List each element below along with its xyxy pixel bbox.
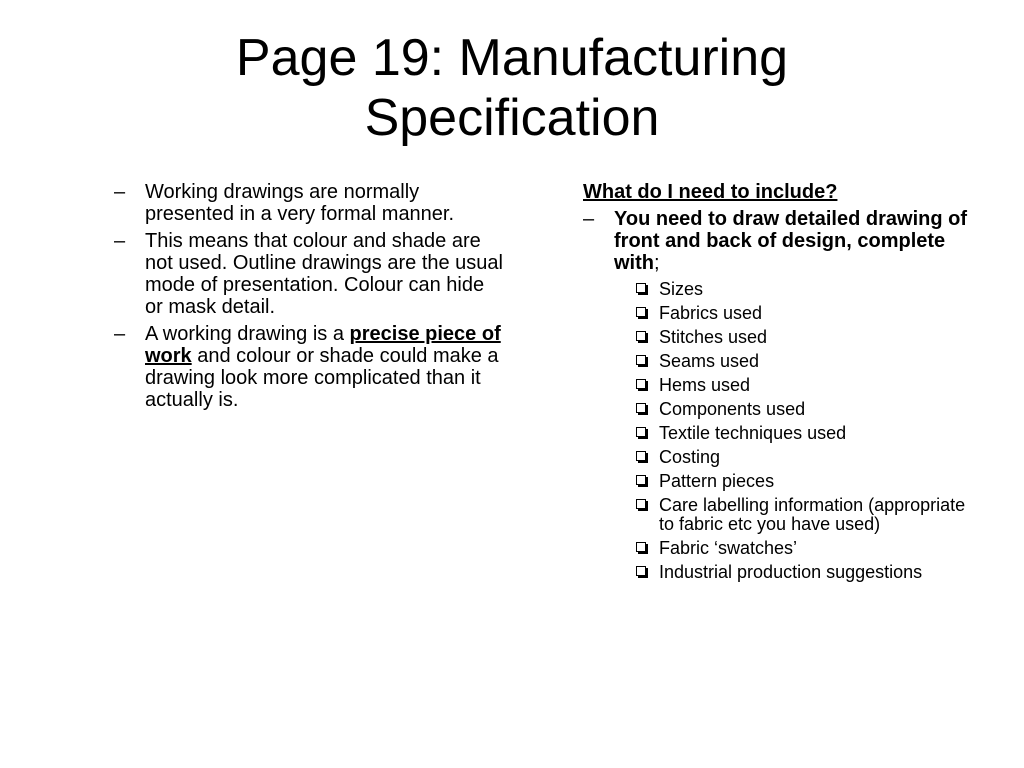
checklist-item-text: Seams used <box>659 351 760 371</box>
checklist <box>633 280 983 582</box>
emphasis-text: precise piece of work <box>145 323 501 367</box>
main-requirement-suffix: ; <box>654 252 660 274</box>
right-column <box>583 181 983 587</box>
checkbox-bullet-icon <box>636 566 646 576</box>
left-list-item-text-post: and colour or shade could make a drawing look more complicated than it actually is. <box>145 345 499 411</box>
checkbox-bullet-icon <box>636 499 646 509</box>
checklist-item <box>633 539 983 558</box>
checklist-item-text: Fabrics used <box>659 303 763 323</box>
left-list-item <box>114 230 504 318</box>
checkbox-bullet-icon <box>636 379 646 389</box>
checkbox-bullet-icon <box>636 427 646 437</box>
checklist-item-text: Stitches used <box>659 327 768 347</box>
include-heading: What do I need to include? <box>583 181 838 203</box>
slide-title <box>0 28 1024 148</box>
checklist-item-text: Fabric ‘swatches’ <box>659 538 798 558</box>
dash-bullet: – <box>583 208 595 230</box>
left-list-item <box>114 323 504 411</box>
slide-title-line-1: Page 19: Manufacturing <box>235 29 789 87</box>
dash-bullet: – <box>114 181 126 203</box>
checklist-item <box>633 448 983 467</box>
checklist-item <box>633 496 983 534</box>
checklist-item-text: Components used <box>659 399 806 419</box>
checklist-item <box>633 328 983 347</box>
checkbox-bullet-icon <box>636 355 646 365</box>
checklist-item <box>633 376 983 395</box>
checkbox-bullet-icon <box>636 403 646 413</box>
checkbox-bullet-icon <box>636 283 646 293</box>
checklist-item <box>633 472 983 491</box>
checklist-item <box>633 352 983 371</box>
checklist-item-text: Hems used <box>659 375 751 395</box>
left-column <box>114 181 504 416</box>
checklist-item <box>633 563 983 582</box>
checklist-item <box>633 400 983 419</box>
checklist-item <box>633 304 983 323</box>
main-requirement-item <box>583 208 983 274</box>
checklist-item-text: Pattern pieces <box>659 471 775 491</box>
checklist-item <box>633 280 983 299</box>
checklist-item-text: Care labelling information (appropriate to fabric etc you have used) <box>659 495 966 534</box>
checkbox-bullet-icon <box>636 451 646 461</box>
left-list-item-text: Working drawings are normally presented in a very formal manner. <box>145 181 455 225</box>
checklist-item <box>633 424 983 443</box>
checklist-item-text: Costing <box>659 447 721 467</box>
checkbox-bullet-icon <box>636 307 646 317</box>
main-requirement-text: You need to draw detailed drawing of front and back of design, complete with <box>614 208 967 274</box>
dash-bullet: – <box>114 230 126 252</box>
checklist-item-text: Industrial production suggestions <box>659 562 923 582</box>
checklist-item-text: Textile techniques used <box>659 423 847 443</box>
dash-bullet: – <box>114 323 126 345</box>
slide-title-line-2: Specification <box>364 89 660 147</box>
checkbox-bullet-icon <box>636 331 646 341</box>
left-list-item-text: This means that colour and shade are not used. Outline drawings are the usual mode of presentation. Colour can hide or mask detail. <box>145 230 503 318</box>
checkbox-bullet-icon <box>636 475 646 485</box>
left-list-item <box>114 181 504 225</box>
checklist-item-text: Sizes <box>659 279 704 299</box>
left-list-item-text-pre: A working drawing is a <box>145 323 350 345</box>
checkbox-bullet-icon <box>636 542 646 552</box>
